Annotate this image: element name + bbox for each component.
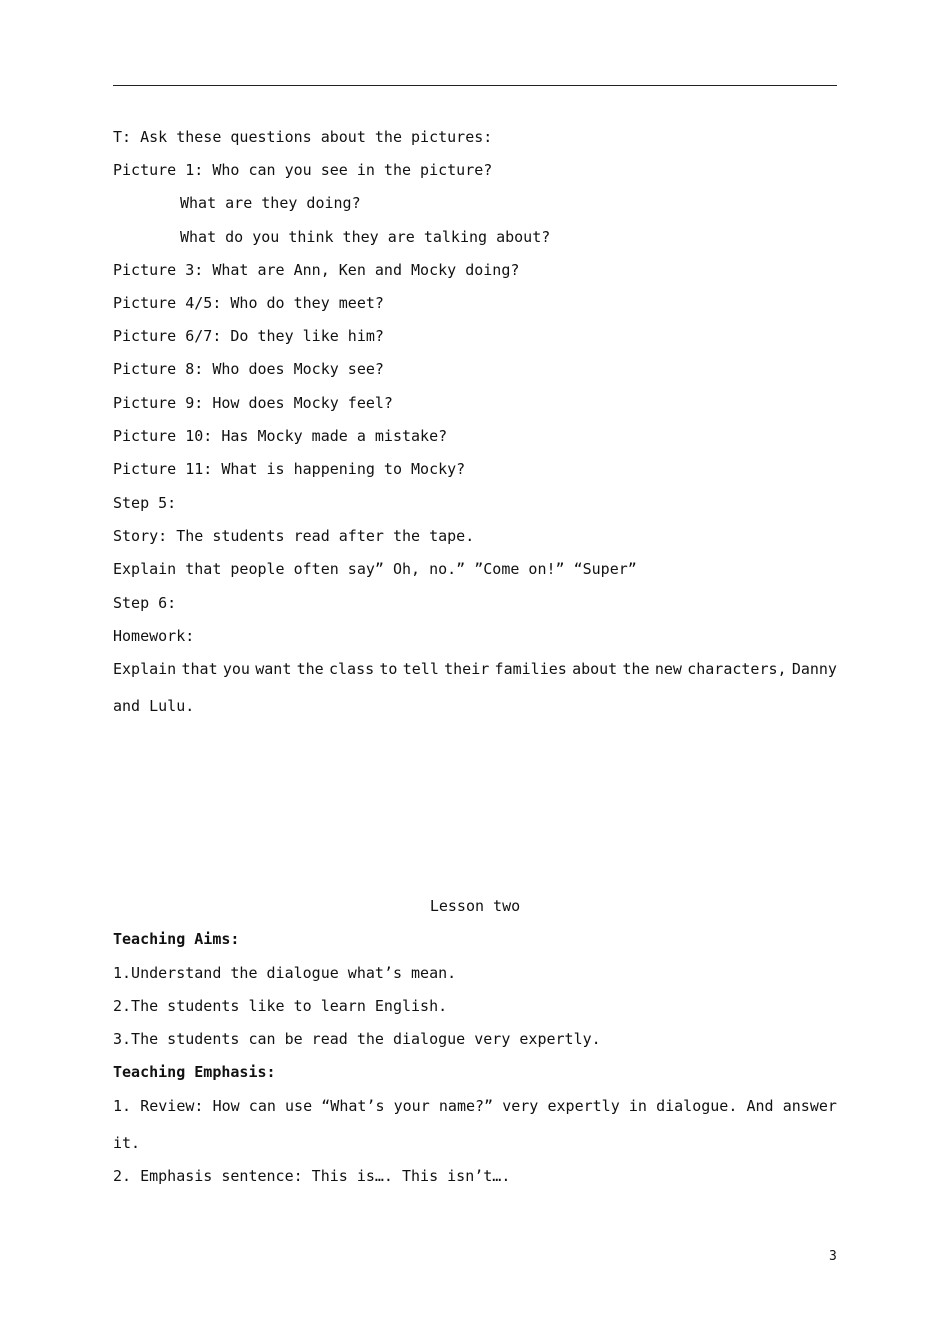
story-line: Story: The students read after the tape. [113,527,475,545]
picture-question: Picture 1: Who can you see in the picture? [113,161,493,179]
lesson-title: Lesson two [429,897,521,915]
step-heading: Step 6: [113,594,177,612]
instruction-line: T: Ask these questions about the pictures: [113,128,493,146]
step-heading: Step 5: [113,494,177,512]
picture-question: Picture 4/5: Who do they meet? [113,294,384,312]
picture-question: What do you think they are talking about? [180,228,551,246]
picture-question: Picture 10: Has Mocky made a mistake? [113,427,448,445]
picture-question: Picture 11: What is happening to Mocky? [113,460,466,478]
header-rule [113,85,837,86]
picture-question: What are they doing? [180,194,361,212]
homework-text-cont: and Lulu. [113,697,195,715]
aim-item: 1.Understand the dialogue what’s mean. [113,964,457,982]
explain-line: Explain that people often say” Oh, no.” ”Come on!” “Super” [113,560,637,578]
picture-question: Picture 3: What are Ann, Ken and Mocky doing? [113,261,520,279]
picture-question: Picture 8: Who does Mocky see? [113,360,384,378]
teaching-emphasis-heading: Teaching Emphasis: [113,1063,276,1081]
aim-item: 3.The students can be read the dialogue very expertly. [113,1030,601,1048]
emphasis-item: 1. Review: How can use “What’s your name?” very expertly in dialogue. And answer [113,1097,837,1115]
emphasis-item: 2. Emphasis sentence: This is…. This isn’t…. [113,1167,511,1185]
teaching-aims-heading: Teaching Aims: [113,930,240,948]
page-number: 3 [829,1249,837,1264]
homework-text: Explain that you want the class to tell their families about the new characters, Danny [113,660,837,678]
picture-question: Picture 6/7: Do they like him? [113,327,384,345]
picture-question: Picture 9: How does Mocky feel? [113,394,393,412]
homework-heading: Homework: [113,627,195,645]
aim-item: 2.The students like to learn English. [113,997,448,1015]
emphasis-item-cont: it. [113,1134,141,1152]
